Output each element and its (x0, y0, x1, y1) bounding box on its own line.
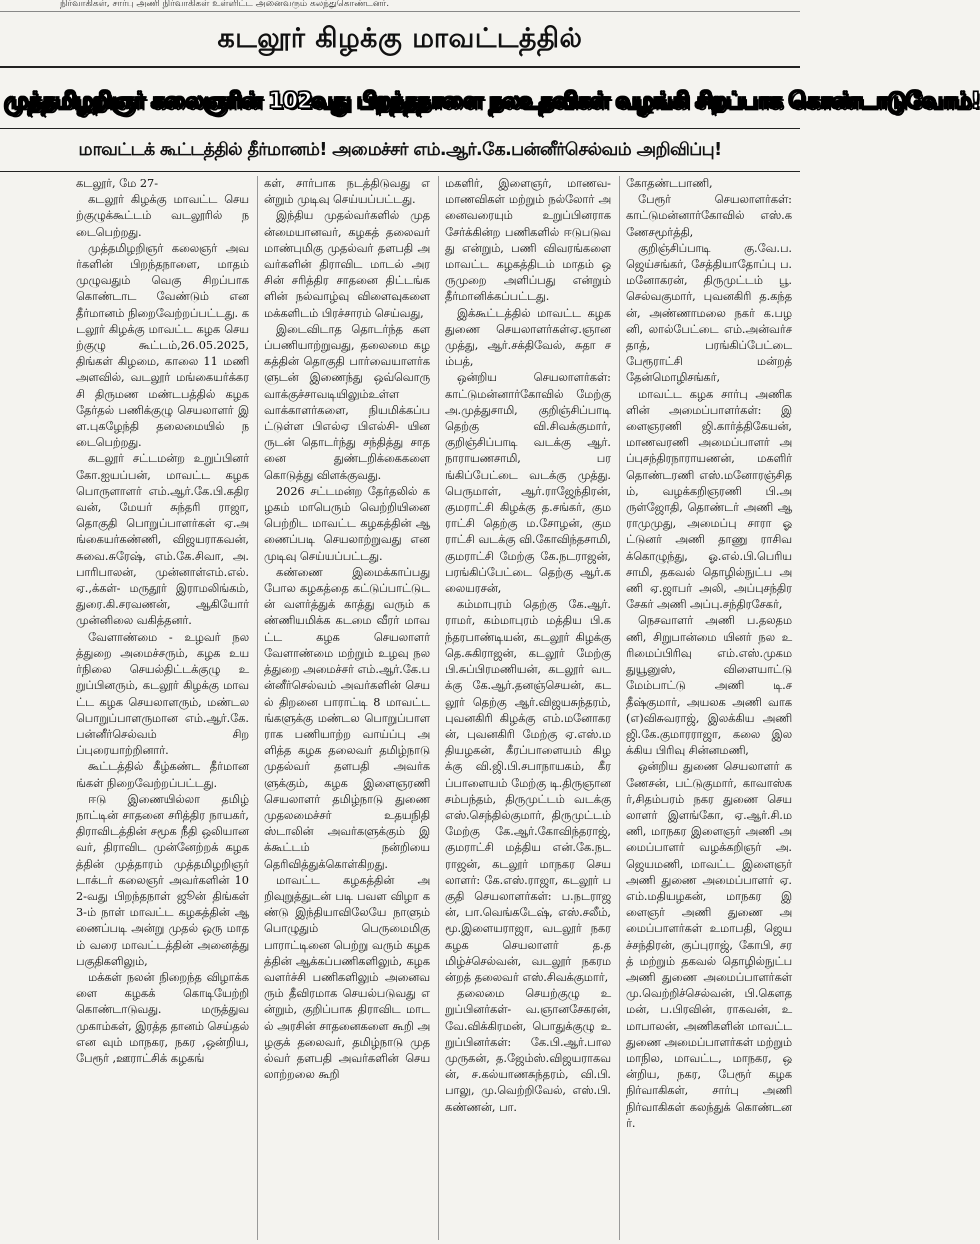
paragraph: கோதண்டபாணி, (626, 177, 713, 190)
rule-bottom (0, 171, 800, 172)
paragraph: குறிஞ்சிப்பாடி கு.வே.ப.ஜெய்சங்கர், சேத்தியாதோப்பு ப. மனோகரன், திருமுட்டம் பூ.செல்வகுமார், புவனகிரி த.கந்தன், அண்ணாமலை நகர் க.பழனி, லால்பேட்டை எம்.அன்வர்சதாத், பரங்கிப்பேட்டை பேரூராட்சி மன்றத் தேன்மொழிசங்கர், (626, 241, 792, 385)
paragraph: வேளாண்மை - உழவர் நலத்துறை அமைச்சரும், கழக உயர்நிலை செயல்திட்டக்குழு உறுப்பினரும், கடலூர் கிழக்கு மாவட்ட கழக செயலாளரும், மண்டல பொறுப்பாளருமான எம்.ஆர்.கே.பன்னீர்செல்வம் சிறப்புரையாற்றினார். (76, 630, 249, 758)
paragraph: இக்கூட்டத்தில் மாவட்ட கழக துணை செயலாளர்கள்ஏ.ஞானமுத்து, ஆர்.சக்திவேல், சுதா சம்பத், (445, 306, 611, 369)
dateline: கடலூர், மே 27- (76, 177, 159, 190)
paragraph: ஒன்றிய துணை செயலாளர் கணேசன், பட்டுகுமார், காவாஸ்கர்,சிதம்பரம் நகர துணை செயலாளர் இளங்கோ, ஏ.ஆர்.சி.மணி, மாநகர இளைஞர் அணி அமைப்பாளர் வழக்கறிஞர் அ.ஜெயமணி, மாவட்ட இளைஞர் அணி துணை அமைப்பாளர் ஏ.எம்.மதியழகன், மாநகர இளைஞர் அணி துணை அமைப்பாளர்கள் உமாபதி, ஜெயச்சந்திரன், குப்புராஜ், கோபி, சரத் மற்றும் தகவல் தொழில்நுட்ப அணி துணை அமைப்பாளர்கள் மு.வெற்றிச்செல்வன், பி.கௌதமன், ப.பிரவின், ராகவன், உமாபாலன், அணிகளின் மாவட்ட துணை அமைப்பாளர்கள் மற்றும் மாநில, மாவட்ட, மாநகர, ஒன்றிய, நகர, பேரூர் கழக நிர்வாகிகள், சார்பு அணி நிர்வாகிகள் கலந்துக் கொண்டனர். (626, 760, 792, 1130)
top-strip: நிர்வாகிகள், சார்பு அணி நிர்வாகிகள் உள்ளிட்ட அனைவரும் கலந்துகொண்டனர். (0, 0, 800, 12)
paragraph: கள், சார்பாக நடத்திடுவது என்றும் முடிவு செய்யப்பட்டது. (264, 177, 430, 207)
paragraph: மாவட்ட கழக சார்பு அணிகளின் அமைப்பாளர்கள்: இளைஞரணி ஜி.கார்த்திகேயன், மாணவரணி அமைப்பாளர் அப்புசந்திரநாராயணன், மகளிர் தொண்டரணி எஸ்.மனோரஞ்சிதம், வழக்கறிஞரணி பி.அருள்ஜோதி, தொண்டர் அணி ஆராமுமுது, அமைப்பு சாரா ஓட்டுனர் அணி தாணு ராசிவக்கொழுந்து, ஓ.எல்.பி.பெரியசாமி, தகவல் தொழில்நுட்ப அணி ஏ.ஜாபர் அலி, அப்புசந்திரசேகர் அணி அப்பு.சந்திரசேகர், (626, 387, 792, 612)
rule-mid (0, 128, 800, 129)
article-kicker: கடலூர் கிழக்கு மாவட்டத்தில் (217, 23, 583, 54)
paragraph: இடைவிடாத தொடர்ந்த களப்பணியாற்றுவது, தலைமை கழகத்தின் தொகுதி பார்வையாளர்களுடன் இணைந்து ஒவ்வொரு வாக்குச்சாவடியிலும்உள்ளவாக்காளர்களை, நியமிக்கப்பட்டுள்ள பிஎல்ஏ பிஎல்சி- யினருடன் தொடர்ந்து சந்தித்து சாதனை துண்டறிக்கைகளை கொடுத்து விளக்குவது. (264, 322, 430, 482)
paragraph: மாவட்ட கழகத்தின் அறிவுறுத்துடன் படி பவள விழா கண்டு இந்தியாவிலேயே நாளும் பொழுதும் பெருமைமிகு பாராட்டினை பெற்று வரும் கழகத்தின் ஆக்கப்பணிகளிலும், கழக வளர்ச்சி பணிகளிலும் அனைவரும் தீவிரமாக செயல்படுவது என்றும், குறிப்பாக திராவிட மாடல் அரசின் சாதனைகளை கூறி அழகுக் தலைவர், தமிழ்நாடு முதல்வர் தளபதி அவர்களின் செயலாற்றலை கூறி (264, 873, 430, 1082)
paragraph: மகளிர், இளைஞர், மாணவ-மாணவிகள் மற்றும் நல்லோர் அனைவரையும் உறுப்பினராக சேர்க்கின்ற பணிகளில் ஈடுபடுவது என்றும், பணி விவரங்களை மாவட்ட கழகத்திடம் மாதம் ஒருமுறை அளிப்பது என்றும் தீர்மானிக்கப்பட்டது. (445, 177, 611, 304)
paragraph: கடலூர் கிழக்கு மாவட்ட செயற்குழுக்கூட்டம் வடலூரில் நடைபெற்றது. (76, 193, 249, 239)
paragraph: ஒன்றிய செயலாளர்கள்: காட்டுமன்னார்கோவில் மேற்கு அ.முத்துசாமி, குறிஞ்சிப்பாடி தெற்கு வி.சிவக்குமார், குறிஞ்சிப்பாடி வடக்கு ஆர்.நாராயணசாமி, பரங்கிப்பேட்டை வடக்கு முத்து.பெருமாள், ஆர்.ராஜேந்திரன், குமராட்சி கிழக்கு த.சங்கர், குமராட்சி தெற்கு ம.சோழன், குமராட்சி வடக்கு வி.கோவிந்தசாமி, குமராட்சி மேற்கு கே.நடராஜன், பரங்கிப்பேட்டை தெற்கு ஆர்.கலையரசன், (445, 371, 611, 596)
article-body (76, 176, 796, 1240)
rule-top (0, 66, 800, 68)
column-1 (76, 176, 249, 1240)
paragraph: இந்திய முதல்வர்களில் முதன்மையானவர், கழகத் தலைவர் மாண்புமிகு முதல்வர் தளபதி அவர்களின் திராவிட மாடல் அரசின் சரித்திர சாதனை திட்டங்களின் நல்வாழ்வு விளைவுகளை மக்களிடம் பிரச்சாரம் செய்வது, (264, 209, 430, 320)
paragraph: கம்மாபுரம் தெற்கு கே.ஆர்.ராமர், கம்மாபுரம் மத்திய பி.கந்தரபாண்டியன், கடலூர் கிழக்கு தெ.சுகிராஜன், கடலூர் மேற்கு பி.சுப்பிரமணியன், கடலூர் வடக்கு கே.ஆர்.தனஞ்செயன், கடலூர் தெற்கு ஆர்.விஜயசுந்தரம், புவனகிரி கிழக்கு எம்.மனோகரன், புவனகிரி மேற்கு ஏ.எஸ்.மதியழகன், கீரப்பாளையம் கிழக்கு வி.ஜி.பி.சபாநாயகம், கீரப்பாளையம் மேற்கு டி.திருஞானசம்பந்தம், திருமுட்டம் வடக்கு எஸ்.செந்தில்குமார், திருமுட்டம் மேற்கு கே.ஆர்.கோவிந்தராஜ், குமராட்சி மத்திய என்.கே.நடராஜன், கடலூர் மாநகர செயலாளர்: கே.எஸ்.ராஜா, கடலூர் பகுதி செயலாளர்கள்: ப.நடராஜன், பா.வெங்கடேஷ், எஸ்.சலீம், மூ.இளையராஜா, வடலூர் நகர கழக செயலாளர் த.தமிழ்ச்செல்வன், வடலூர் நகரமன்றத் தலைவர் எஸ்.சிவக்குமார், (445, 598, 611, 984)
paragraph: 2026 சட்டமன்ற தேர்தலில் கழகம் மாபெரும் வெற்றியினை பெற்றிட மாவட்ட கழகத்தின் ஆணைப்படி செயலாற்றுவது என முடிவு செய்யப்பட்டது. (264, 484, 430, 563)
paragraph: கண்ணை இமைக்காப்பது போல கழகத்தை கட்டுப்பாட்டுடன் வளர்த்துக் காத்து வரும் கண்ணியமிக்க கடமை வீரர் மாவட்ட கழக செயலாளர் வேளாண்மை மற்றும் உழவு நலத்துறை அமைச்சர் எம்.ஆர்.கே.பன்னீர்செல்வம் அவர்களின் செயல் திறனை பாராட்டி 8 மாவட்டங்களுக்கு மண்டல பொறுப்பாளராக பணியாற்ற வாய்ப்பு அளித்த கழக தலைவர் தமிழ்நாடு முதல்வர் தளபதி அவர்களுக்கும், கழக இளைஞரணி செயலாளர் தமிழ்நாடு துணை முதலமைச்சர் உதயநிதி ஸ்டாலின் அவர்களுக்கும் இக்கூட்டம் நன்றியை தெரிவித்துக்கொள்கிறது. (264, 565, 430, 871)
paragraph: கூட்டத்தில் கீழ்கண்ட தீர்மானங்கள் நிறைவேற்றப்பட்டது. (76, 760, 249, 790)
paragraph: நெசவாளர் அணி ப.தலதமணி, சிறுபான்மை யினர் நல உரிமைப்பிரிவு எம்.எஸ்.முகமதுயூனுஸ், விளையாட்டு மேம்பாட்டு அணி டி.சதீஷ்குமார், அயலக அணி வாக(எ)விசுவராஜ், இலக்கிய அணி ஜி.கே.குமாரராஜா, கலை இலக்கிய பிரிவு சின்னமணி, (626, 614, 792, 758)
paragraph: பேரூர் செயலாளர்கள்: காட்டுமன்னார்கோவில் எஸ்.கணேசமூர்த்தி, (626, 193, 792, 239)
paragraph: மக்கள் நலன் நிறைந்த விழாக்களை கழகக் கொடியேற்றி கொண்டாடுவது. மருத்துவ முகாம்கள், இரத்த தானம் செய்தல் என வும் மாநகர, நகர ,ஒன்றிய, பேரூர் ,ஊராட்சிக் கழகங் (76, 970, 249, 1065)
paragraph: ஈடு இணையில்லா தமிழ் நாட்டின் சாதனை சரித்திர நாயகர், திராவிடத்தின் சமூக நீதி ஒலியானவர், திராவிட முன்னேற்றக் கழகத்தின் முத்தாரம் முத்தமிழறிஞர் டாக்டர் கலைஞர் அவர்களின் 102-வது பிறந்தநாள் ஜூன் திங்கள் 3-ம் நாள் மாவட்ட கழகத்தின் ஆணைப்படி அன்று முதல் ஒரு மாதம் வரை மாவட்டத்தின் அனைத்து பகுதிகளிலும், (76, 792, 249, 968)
article-headline: முத்தமிழறிஞர் கலைஞரின் 102வது பிறந்தநாளை நலஉதவிகள் வழங்கி சிறப்பாக கொண்டாடுவோம்! (4, 88, 980, 114)
column-3 (438, 176, 611, 1240)
article-subhead: மாவட்டக் கூட்டத்தில் தீர்மானம்! அமைச்சர் எம்.ஆர்.கே.பன்னீர்செல்வம் அறிவிப்பு! (78, 140, 722, 160)
paragraph: கடலூர் சட்டமன்ற உறுப்பினர் கோ.ஐயப்பன், மாவட்ட கழக பொருளாளர் எம்.ஆர்.கே.பி.கதிரவன், மேயர் சுந்தரி ராஜா, தொகுதி பொறுப்பாளர்கள் ஏ.அங்கையர்கண்ணி, விஜயராகவன்,சுவை.சுரேஷ், எம்.கே.சிவா, அ.பாரிபாலன், முன்னாள்எம்.எல்.ஏ.,க்கள்- மருதூர் இராமலிங்கம், துரை.கி.சரவணன், ஆகியோர் முன்னிலை வகித்தனர். (76, 452, 249, 628)
paragraph: முத்தமிழறிஞர் கலைஞர் அவர்களின் பிறந்தநாளை, மாதம் முழுவதும் வெகு சிறப்பாக கொண்டாட வேண்டும் என தீர்மானம் நிறைவேற்றப்பட்டது. கடலூர் கிழக்கு மாவட்ட கழக செயற்குழு கூட்டம்,26.05.2025, திங்கள் கிழமை, காலை 11 மணி அளவில், வடலூர் மங்கையர்க்கரசி திருமண மண்டபத்தில் கழக தேர்தல் பணிக்குழு செயலாளர் இள.புகழேந்தி தலைமையில் நடைபெற்றது. (76, 241, 249, 450)
column-2 (257, 176, 430, 1240)
paragraph: தலைமை செயற்குழு உறுப்பினர்கள்- வ.ஞானசேகரன், வே.விக்கிரமன், பொதுக்குழு உறுப்பினர்கள்: கே.பி.ஆர்.பாலமுருகன், த.ஜேம்ஸ்.விஜயராகவன், ச.கல்யாணசுந்தரம், வி.பி.பாலு, மு.வெற்றிவேல், எஸ்.பி.கண்ணன், பா. (445, 987, 611, 1114)
column-4 (619, 176, 792, 1240)
